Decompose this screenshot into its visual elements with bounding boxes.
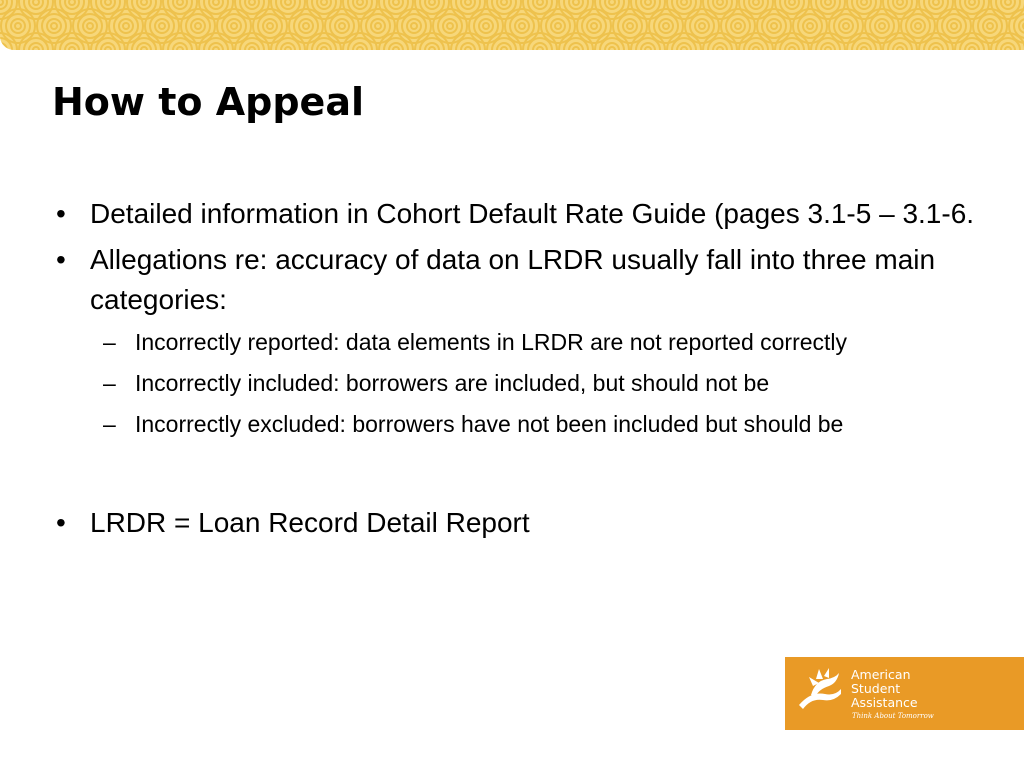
bullet-text: Allegations re: accuracy of data on LRDR usually fall into three main categories:: [90, 244, 936, 315]
logo-line: Student: [851, 681, 901, 696]
torch-logo-icon: [795, 667, 845, 712]
bullet-item: [0, 503, 1000, 543]
logo-line: Assistance: [851, 695, 918, 710]
sub-bullet-item: [0, 326, 1000, 359]
bullet-text: Detailed information in Cohort Default Rate Guide (pages 3.1-5 – 3.1-6.: [90, 198, 975, 229]
logo-wordmark: [851, 668, 918, 710]
bullet-marker: •: [56, 507, 66, 538]
slide-body: [0, 194, 1000, 543]
sub-bullet-text: Incorrectly included: borrowers are included, but should not be: [135, 370, 770, 396]
bullet-text: LRDR = Loan Record Detail Report: [90, 507, 530, 538]
bullet-marker: •: [56, 244, 66, 275]
bullet-marker: •: [56, 198, 66, 229]
sub-bullet-text: Incorrectly reported: data elements in LRDR are not reported correctly: [135, 329, 848, 355]
swirl-pattern-graphic: [0, 0, 1024, 50]
sub-bullet-item: [0, 367, 1000, 400]
decorative-swirl-banner: [0, 0, 1024, 50]
sub-bullet-text: Incorrectly excluded: borrowers have not been included but should be: [135, 411, 844, 437]
sub-bullet-item: [0, 408, 1000, 441]
slide-title: How to Appeal: [52, 80, 364, 124]
sub-bullet-marker: –: [103, 329, 116, 355]
american-student-assistance-logo: [785, 657, 1024, 730]
bullet-item: [0, 194, 1000, 234]
sub-bullet-marker: –: [103, 411, 116, 437]
logo-tagline: Think About Tomorrow: [852, 712, 934, 720]
logo-line: American: [851, 667, 911, 682]
sub-bullet-marker: –: [103, 370, 116, 396]
bullet-item: [0, 240, 1000, 320]
